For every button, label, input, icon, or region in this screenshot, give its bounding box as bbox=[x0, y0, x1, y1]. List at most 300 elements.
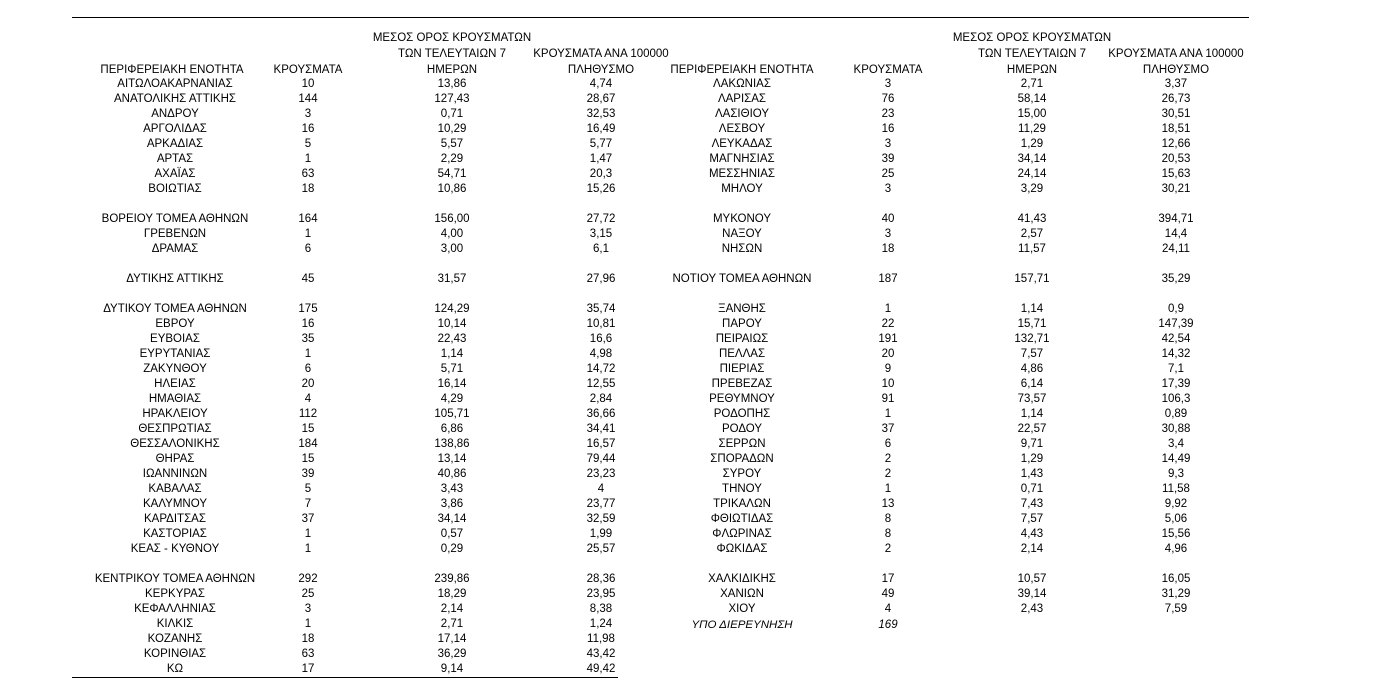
region-cell: ΝΟΤΙΟΥ ΤΟΜΕΑ ΑΘΗΝΩΝ bbox=[672, 273, 812, 285]
per100k-cell: 6,1 bbox=[593, 243, 609, 255]
avg7-cell: 2,57 bbox=[1020, 228, 1044, 240]
region-cell: ΛΑΡΙΣΑΣ bbox=[717, 93, 767, 105]
cases-cell: 17 bbox=[881, 573, 895, 585]
cases-cell: 144 bbox=[298, 93, 318, 105]
avg7-cell: 2,71 bbox=[440, 618, 464, 630]
cases-cell: 16 bbox=[301, 123, 315, 135]
cases-cell: 16 bbox=[881, 123, 895, 135]
cases-cell: 18 bbox=[881, 243, 895, 255]
per100k-cell: 147,39 bbox=[1158, 318, 1194, 330]
cases-cell: 20 bbox=[881, 348, 895, 360]
cases-cell: 3 bbox=[884, 228, 892, 240]
region-cell: ΚΩ bbox=[166, 663, 184, 675]
avg7-cell: 11,29 bbox=[1018, 123, 1046, 135]
table-row bbox=[0, 212, 1398, 227]
cases-cell: 1 bbox=[304, 528, 312, 540]
region-cell: ΦΛΩΡΙΝΑΣ bbox=[712, 528, 772, 540]
avg7-cell: 22,57 bbox=[1017, 423, 1047, 435]
cases-cell: 23 bbox=[881, 108, 895, 120]
avg7-cell: 39,14 bbox=[1017, 588, 1047, 600]
avg7-cell: 0,57 bbox=[440, 528, 464, 540]
region-cell: ΕΒΡΟΥ bbox=[155, 318, 195, 330]
region-cell: ΦΘΙΩΤΙΔΑΣ bbox=[710, 513, 774, 525]
region-cell: ΕΥΒΟΙΑΣ bbox=[150, 333, 200, 345]
table-row bbox=[0, 587, 1398, 602]
avg7-cell: 24,14 bbox=[1017, 168, 1047, 180]
table-row bbox=[0, 512, 1398, 527]
right-header-region bbox=[642, 62, 842, 78]
per100k-cell: 30,21 bbox=[1161, 183, 1191, 195]
avg7-cell: 10,14 bbox=[437, 318, 467, 330]
table-row bbox=[0, 362, 1398, 377]
header-per100k-line2: ΠΛΗΘΥΣΜΟ bbox=[1142, 64, 1210, 76]
region-cell: ΗΜΑΘΙΑΣ bbox=[148, 393, 202, 405]
avg7-cell: 156,00 bbox=[434, 213, 470, 225]
per100k-cell: 32,59 bbox=[586, 513, 616, 525]
per100k-cell: 43,42 bbox=[586, 648, 616, 660]
per100k-cell: 11,98 bbox=[587, 633, 615, 645]
cases-cell: 8 bbox=[884, 528, 892, 540]
avg7-cell: 3,00 bbox=[440, 243, 464, 255]
table-row bbox=[0, 137, 1398, 152]
per100k-cell: 7,59 bbox=[1164, 603, 1188, 615]
cases-cell: 187 bbox=[878, 273, 898, 285]
avg7-cell: 1,14 bbox=[1020, 408, 1044, 420]
per100k-cell: 26,73 bbox=[1161, 93, 1191, 105]
header-cases-label: ΚΡΟΥΣΜΑΤΑ bbox=[853, 64, 923, 76]
table-row bbox=[0, 377, 1398, 392]
table-row bbox=[0, 467, 1398, 482]
region-cell: ΠΑΡΟΥ bbox=[722, 318, 762, 330]
cases-cell: 8 bbox=[884, 513, 892, 525]
avg7-cell: 1,43 bbox=[1020, 468, 1044, 480]
header-avg-line2: ΤΩΝ ΤΕΛΕΥΤΑΙΩΝ 7 bbox=[398, 48, 506, 60]
cases-cell: 1 bbox=[304, 618, 312, 630]
per100k-cell: 4 bbox=[597, 483, 605, 495]
avg7-cell: 127,43 bbox=[434, 93, 470, 105]
per100k-cell: 1,99 bbox=[589, 528, 613, 540]
per100k-cell: 4,96 bbox=[1164, 543, 1188, 555]
cases-cell: 169 bbox=[878, 619, 898, 631]
per100k-cell: 30,88 bbox=[1161, 423, 1191, 435]
avg7-cell: 9,14 bbox=[440, 663, 464, 675]
per100k-cell: 35,29 bbox=[1161, 273, 1191, 285]
region-cell: ΘΕΣΣΑΛΟΝΙΚΗΣ bbox=[130, 438, 220, 450]
cases-cell: 91 bbox=[881, 393, 895, 405]
avg7-cell: 0,71 bbox=[1020, 483, 1044, 495]
per100k-cell: 4,74 bbox=[589, 78, 613, 90]
avg7-cell: 2,71 bbox=[1020, 78, 1044, 90]
per100k-cell: 7,1 bbox=[1168, 363, 1184, 375]
cases-cell: 292 bbox=[298, 573, 318, 585]
cases-cell: 1 bbox=[304, 228, 312, 240]
header-per100k-line1: ΚΡΟΥΣΜΑΤΑ ΑΝΑ 100000 bbox=[1108, 48, 1244, 60]
cases-cell: 16 bbox=[301, 318, 315, 330]
avg7-cell: 34,14 bbox=[437, 513, 467, 525]
avg7-cell: 105,71 bbox=[434, 408, 470, 420]
region-cell: ΤΡΙΚΑΛΩΝ bbox=[713, 498, 771, 510]
per100k-cell: 27,72 bbox=[586, 213, 616, 225]
cases-cell: 76 bbox=[881, 93, 895, 105]
region-cell: ΠΙΕΡΙΑΣ bbox=[719, 363, 765, 375]
per100k-cell: 11,58 bbox=[1162, 483, 1190, 495]
per100k-cell: 16,49 bbox=[586, 123, 616, 135]
cases-cell: 6 bbox=[304, 363, 312, 375]
table-row bbox=[0, 182, 1398, 197]
region-cell: ΠΕΛΛΑΣ bbox=[718, 348, 766, 360]
table-row bbox=[0, 347, 1398, 362]
avg7-cell: 3,43 bbox=[440, 483, 464, 495]
avg7-cell: 15,00 bbox=[1017, 108, 1047, 120]
cases-cell: 5 bbox=[304, 483, 312, 495]
cases-cell: 7 bbox=[304, 498, 312, 510]
region-cell: ΛΑΣΙΘΙΟΥ bbox=[714, 108, 770, 120]
per100k-cell: 5,77 bbox=[589, 138, 613, 150]
avg7-cell: 124,29 bbox=[434, 303, 470, 315]
avg7-cell: 0,71 bbox=[440, 108, 464, 120]
cases-cell: 4 bbox=[304, 393, 312, 405]
avg7-cell: 4,00 bbox=[440, 228, 464, 240]
header-avg-line1: ΜΕΣΟΣ ΟΡΟΣ ΚΡΟΥΣΜΑΤΩΝ bbox=[372, 32, 532, 44]
avg7-cell: 1,14 bbox=[1020, 303, 1044, 315]
avg7-cell: 2,14 bbox=[440, 603, 464, 615]
avg7-cell: 2,14 bbox=[1020, 543, 1044, 555]
table-row bbox=[0, 632, 1398, 647]
cases-cell: 49 bbox=[881, 588, 895, 600]
region-cell: ΜΕΣΣΗΝΙΑΣ bbox=[708, 168, 776, 180]
region-cell: ΔΥΤΙΚΗΣ ΑΤΤΙΚΗΣ bbox=[126, 273, 224, 285]
avg7-cell: 1,29 bbox=[1020, 138, 1044, 150]
region-cell: ΑΝΔΡΟΥ bbox=[151, 108, 199, 120]
cases-cell: 35 bbox=[301, 333, 315, 345]
cases-cell: 5 bbox=[304, 138, 312, 150]
per100k-cell: 14,72 bbox=[586, 363, 616, 375]
avg7-cell: 31,57 bbox=[437, 273, 467, 285]
region-cell: ΦΩΚΙΔΑΣ bbox=[716, 543, 768, 555]
avg7-cell: 17,14 bbox=[437, 633, 467, 645]
avg7-cell: 22,43 bbox=[437, 333, 467, 345]
cases-cell: 40 bbox=[881, 213, 895, 225]
per100k-cell: 17,39 bbox=[1161, 378, 1191, 390]
cases-cell: 2 bbox=[884, 468, 892, 480]
table-row bbox=[0, 332, 1398, 347]
cases-cell: 1 bbox=[884, 408, 892, 420]
cases-cell: 164 bbox=[298, 213, 318, 225]
cases-cell: 18 bbox=[301, 183, 315, 195]
avg7-cell: 36,29 bbox=[437, 648, 467, 660]
left-header-avg bbox=[362, 30, 542, 78]
region-cell: ΥΠΟ ΔΙΕΡΕΥΝΗΣΗ bbox=[691, 619, 793, 631]
region-cell: ΡΕΘΥΜΝΟΥ bbox=[709, 393, 775, 405]
region-cell: ΑΧΑΪΑΣ bbox=[154, 168, 196, 180]
avg7-cell: 5,71 bbox=[440, 363, 464, 375]
per100k-cell: 30,51 bbox=[1161, 108, 1191, 120]
region-cell: ΚΑΣΤΟΡΙΑΣ bbox=[143, 528, 207, 540]
per100k-cell: 23,23 bbox=[586, 468, 616, 480]
cases-cell: 6 bbox=[884, 438, 892, 450]
region-cell: ΧΙΟΥ bbox=[728, 603, 756, 615]
avg7-cell: 13,14 bbox=[437, 453, 467, 465]
cases-cell: 39 bbox=[301, 468, 315, 480]
header-cases-label: ΚΡΟΥΣΜΑΤΑ bbox=[273, 64, 343, 76]
cases-cell: 25 bbox=[301, 588, 315, 600]
region-cell: ΠΕΙΡΑΙΩΣ bbox=[715, 333, 769, 345]
region-cell: ΑΝΑΤΟΛΙΚΗΣ ΑΤΤΙΚΗΣ bbox=[113, 93, 236, 105]
table-row bbox=[0, 242, 1398, 257]
per100k-cell: 42,54 bbox=[1161, 333, 1191, 345]
cases-cell: 191 bbox=[878, 333, 898, 345]
header-region-label: ΠΕΡΙΦΕΡΕΙΑΚΗ ΕΝΟΤΗΤΑ bbox=[670, 64, 814, 76]
region-cell: ΜΗΛΟΥ bbox=[721, 183, 763, 195]
cases-cell: 175 bbox=[298, 303, 318, 315]
region-cell: ΗΛΕΙΑΣ bbox=[154, 378, 196, 390]
avg7-cell: 4,86 bbox=[1020, 363, 1044, 375]
table-row bbox=[0, 152, 1398, 167]
region-cell: ΣΕΡΡΩΝ bbox=[718, 438, 766, 450]
cases-cell: 9 bbox=[884, 363, 892, 375]
cases-cell: 3 bbox=[884, 138, 892, 150]
region-cell: ΑΡΚΑΔΙΑΣ bbox=[146, 138, 204, 150]
region-cell: ΛΕΥΚΑΔΑΣ bbox=[711, 138, 773, 150]
avg7-cell: 54,71 bbox=[437, 168, 467, 180]
avg7-cell: 157,71 bbox=[1014, 273, 1050, 285]
per100k-cell: 5,06 bbox=[1164, 513, 1188, 525]
table-row bbox=[0, 302, 1398, 317]
region-cell: ΡΟΔΟΠΗΣ bbox=[713, 408, 771, 420]
region-cell: ΚΑΛΥΜΝΟΥ bbox=[143, 498, 207, 510]
table-row bbox=[0, 122, 1398, 137]
cases-cell: 15 bbox=[301, 423, 315, 435]
region-cell: ΜΑΓΝΗΣΙΑΣ bbox=[709, 153, 775, 165]
avg7-cell: 7,57 bbox=[1020, 348, 1044, 360]
table-row bbox=[0, 437, 1398, 452]
table-row bbox=[0, 272, 1398, 287]
region-cell: ΠΡΕΒΕΖΑΣ bbox=[711, 378, 773, 390]
cases-cell: 10 bbox=[301, 78, 315, 90]
region-cell: ΒΟΡΕΙΟΥ ΤΟΜΕΑ ΑΘΗΝΩΝ bbox=[101, 213, 249, 225]
region-cell: ΧΑΝΙΩΝ bbox=[720, 588, 764, 600]
avg7-cell: 4,29 bbox=[440, 393, 464, 405]
header-avg-line2: ΤΩΝ ΤΕΛΕΥΤΑΙΩΝ 7 bbox=[978, 48, 1086, 60]
cases-cell: 63 bbox=[301, 648, 315, 660]
region-cell: ΚΑΒΑΛΑΣ bbox=[148, 483, 202, 495]
avg7-cell: 15,71 bbox=[1017, 318, 1047, 330]
table-row bbox=[0, 227, 1398, 242]
region-cell: ΛΑΚΩΝΙΑΣ bbox=[713, 78, 771, 90]
avg7-cell: 10,86 bbox=[437, 183, 467, 195]
cases-cell: 13 bbox=[881, 498, 895, 510]
header-region-label: ΠΕΡΙΦΕΡΕΙΑΚΗ ΕΝΟΤΗΤΑ bbox=[100, 64, 244, 76]
per100k-cell: 28,67 bbox=[586, 93, 616, 105]
header-avg-line3: ΗΜΕΡΩΝ bbox=[1006, 64, 1058, 76]
table-row bbox=[0, 422, 1398, 437]
region-cell: ΚΕΑΣ - ΚΥΘΝΟΥ bbox=[130, 543, 220, 555]
table-row bbox=[0, 167, 1398, 182]
cases-cell: 22 bbox=[881, 318, 895, 330]
header-avg-line3: ΗΜΕΡΩΝ bbox=[426, 64, 478, 76]
per100k-cell: 3,37 bbox=[1164, 78, 1188, 90]
per100k-cell: 49,42 bbox=[586, 663, 616, 675]
region-cell: ΝΑΞΟΥ bbox=[722, 228, 762, 240]
per100k-cell: 16,6 bbox=[589, 333, 613, 345]
avg7-cell: 10,29 bbox=[437, 123, 467, 135]
per100k-cell: 25,57 bbox=[586, 543, 616, 555]
per100k-cell: 31,29 bbox=[1161, 588, 1191, 600]
per100k-cell: 27,96 bbox=[586, 273, 616, 285]
region-cell: ΝΗΣΩΝ bbox=[721, 243, 763, 255]
avg7-cell: 3,86 bbox=[440, 498, 464, 510]
per100k-cell: 15,63 bbox=[1161, 168, 1191, 180]
per100k-cell: 9,92 bbox=[1164, 498, 1188, 510]
cases-cell: 3 bbox=[884, 78, 892, 90]
per100k-cell: 14,49 bbox=[1161, 453, 1191, 465]
avg7-cell: 73,57 bbox=[1017, 393, 1047, 405]
cases-cell: 184 bbox=[298, 438, 318, 450]
region-cell: ΤΗΝΟΥ bbox=[722, 483, 762, 495]
region-cell: ΣΠΟΡΑΔΩΝ bbox=[710, 453, 774, 465]
region-cell: ΓΡΕΒΕΝΩΝ bbox=[143, 228, 207, 240]
cases-cell: 37 bbox=[881, 423, 895, 435]
cases-cell: 1 bbox=[884, 483, 892, 495]
region-cell: ΚΟΖΑΝΗΣ bbox=[147, 633, 203, 645]
per100k-cell: 14,4 bbox=[1164, 228, 1188, 240]
avg7-cell: 5,57 bbox=[440, 138, 464, 150]
header-per100k-line2: ΠΛΗΘΥΣΜΟ bbox=[567, 64, 635, 76]
per100k-cell: 16,05 bbox=[1161, 573, 1191, 585]
table-row bbox=[0, 602, 1398, 617]
region-cell: ΗΡΑΚΛΕΙΟΥ bbox=[142, 408, 208, 420]
table-row bbox=[0, 407, 1398, 422]
region-cell: ΙΩΑΝΝΙΝΩΝ bbox=[142, 468, 208, 480]
region-cell: ΚΕΝΤΡΙΚΟΥ ΤΟΜΕΑ ΑΘΗΝΩΝ bbox=[94, 573, 256, 585]
right-header-cases bbox=[838, 62, 938, 78]
cases-cell: 112 bbox=[298, 408, 318, 420]
cases-cell: 3 bbox=[304, 603, 312, 615]
region-cell: ΘΕΣΠΡΩΤΙΑΣ bbox=[138, 423, 212, 435]
avg7-cell: 1,29 bbox=[1020, 453, 1044, 465]
header-per100k-line1: ΚΡΟΥΣΜΑΤΑ ΑΝΑ 100000 bbox=[533, 48, 669, 60]
table-row bbox=[0, 542, 1398, 557]
per100k-cell: 14,32 bbox=[1161, 348, 1191, 360]
per100k-cell: 1,47 bbox=[589, 153, 613, 165]
per100k-cell: 3,4 bbox=[1168, 438, 1184, 450]
avg7-cell: 18,29 bbox=[437, 588, 467, 600]
region-cell: ΔΥΤΙΚΟΥ ΤΟΜΕΑ ΑΘΗΝΩΝ bbox=[103, 303, 247, 315]
per100k-cell: 79,44 bbox=[586, 453, 616, 465]
cases-cell: 3 bbox=[304, 108, 312, 120]
avg7-cell: 7,57 bbox=[1020, 513, 1044, 525]
table-row bbox=[0, 662, 1398, 677]
avg7-cell: 11,57 bbox=[1018, 243, 1046, 255]
avg7-cell: 10,57 bbox=[1017, 573, 1047, 585]
table-row bbox=[0, 527, 1398, 542]
cases-cell: 63 bbox=[301, 168, 315, 180]
bottom-rule bbox=[72, 677, 618, 678]
table-row bbox=[0, 618, 1398, 633]
per100k-cell: 0,89 bbox=[1164, 408, 1188, 420]
avg7-cell: 7,43 bbox=[1020, 498, 1044, 510]
region-cell: ΕΥΡΥΤΑΝΙΑΣ bbox=[139, 348, 211, 360]
table-row bbox=[0, 317, 1398, 332]
top-rule bbox=[72, 17, 1249, 18]
region-cell: ΡΟΔΟΥ bbox=[721, 423, 763, 435]
per100k-cell: 20,53 bbox=[1161, 153, 1191, 165]
cases-cell: 25 bbox=[881, 168, 895, 180]
per100k-cell: 0,9 bbox=[1168, 303, 1184, 315]
table-row bbox=[0, 647, 1398, 662]
region-cell: ΜΥΚΟΝΟΥ bbox=[712, 213, 772, 225]
region-cell: ΚΟΡΙΝΘΙΑΣ bbox=[143, 648, 207, 660]
per100k-cell: 20,3 bbox=[589, 168, 613, 180]
per100k-cell: 394,71 bbox=[1158, 213, 1194, 225]
avg7-cell: 2,43 bbox=[1020, 603, 1044, 615]
cases-cell: 6 bbox=[304, 243, 312, 255]
per100k-cell: 23,77 bbox=[586, 498, 616, 510]
table-row bbox=[0, 92, 1398, 107]
per100k-cell: 12,55 bbox=[586, 378, 616, 390]
avg7-cell: 58,14 bbox=[1017, 93, 1047, 105]
per100k-cell: 15,26 bbox=[586, 183, 616, 195]
table-row bbox=[0, 572, 1398, 587]
avg7-cell: 6,86 bbox=[440, 423, 464, 435]
region-cell: ΖΑΚΥΝΘΟΥ bbox=[143, 363, 207, 375]
avg7-cell: 13,86 bbox=[437, 78, 467, 90]
per100k-cell: 1,24 bbox=[589, 618, 613, 630]
table-row bbox=[0, 482, 1398, 497]
cases-cell: 10 bbox=[881, 378, 895, 390]
per100k-cell: 106,3 bbox=[1161, 393, 1191, 405]
region-cell: ΑΙΤΩΛΟΑΚΑΡΝΑΝΙΑΣ bbox=[117, 78, 233, 90]
per100k-cell: 4,98 bbox=[589, 348, 613, 360]
avg7-cell: 132,71 bbox=[1014, 333, 1050, 345]
table-row bbox=[0, 452, 1398, 467]
region-cell: ΚΕΡΚΥΡΑΣ bbox=[145, 588, 205, 600]
region-cell: ΑΡΓΟΛΙΔΑΣ bbox=[143, 123, 207, 135]
left-header-cases bbox=[258, 62, 358, 78]
avg7-cell: 9,71 bbox=[1020, 438, 1044, 450]
avg7-cell: 138,86 bbox=[434, 438, 470, 450]
cases-cell: 1 bbox=[304, 153, 312, 165]
cases-cell: 37 bbox=[301, 513, 315, 525]
per100k-cell: 16,57 bbox=[586, 438, 616, 450]
cases-cell: 1 bbox=[304, 543, 312, 555]
right-header-per100k bbox=[1091, 46, 1261, 78]
table-row bbox=[0, 107, 1398, 122]
avg7-cell: 3,29 bbox=[1020, 183, 1044, 195]
per100k-cell: 32,53 bbox=[586, 108, 616, 120]
per100k-cell: 3,15 bbox=[589, 228, 613, 240]
region-cell: ΘΗΡΑΣ bbox=[155, 453, 195, 465]
avg7-cell: 34,14 bbox=[1017, 153, 1047, 165]
per100k-cell: 35,74 bbox=[586, 303, 616, 315]
cases-cell: 1 bbox=[304, 348, 312, 360]
per100k-cell: 12,66 bbox=[1161, 138, 1191, 150]
region-cell: ΔΡΑΜΑΣ bbox=[151, 243, 199, 255]
per100k-cell: 36,66 bbox=[586, 408, 616, 420]
table-row bbox=[0, 77, 1398, 92]
avg7-cell: 40,86 bbox=[437, 468, 467, 480]
per100k-cell: 28,36 bbox=[586, 573, 616, 585]
region-cell: ΚΙΛΚΙΣ bbox=[156, 618, 194, 630]
per100k-cell: 15,56 bbox=[1161, 528, 1191, 540]
avg7-cell: 41,43 bbox=[1017, 213, 1047, 225]
per100k-cell: 23,95 bbox=[586, 588, 616, 600]
left-header-region bbox=[72, 62, 272, 78]
cases-cell: 1 bbox=[884, 303, 892, 315]
cases-cell: 2 bbox=[884, 453, 892, 465]
region-cell: ΞΑΝΘΗΣ bbox=[718, 303, 766, 315]
cases-cell: 3 bbox=[884, 183, 892, 195]
